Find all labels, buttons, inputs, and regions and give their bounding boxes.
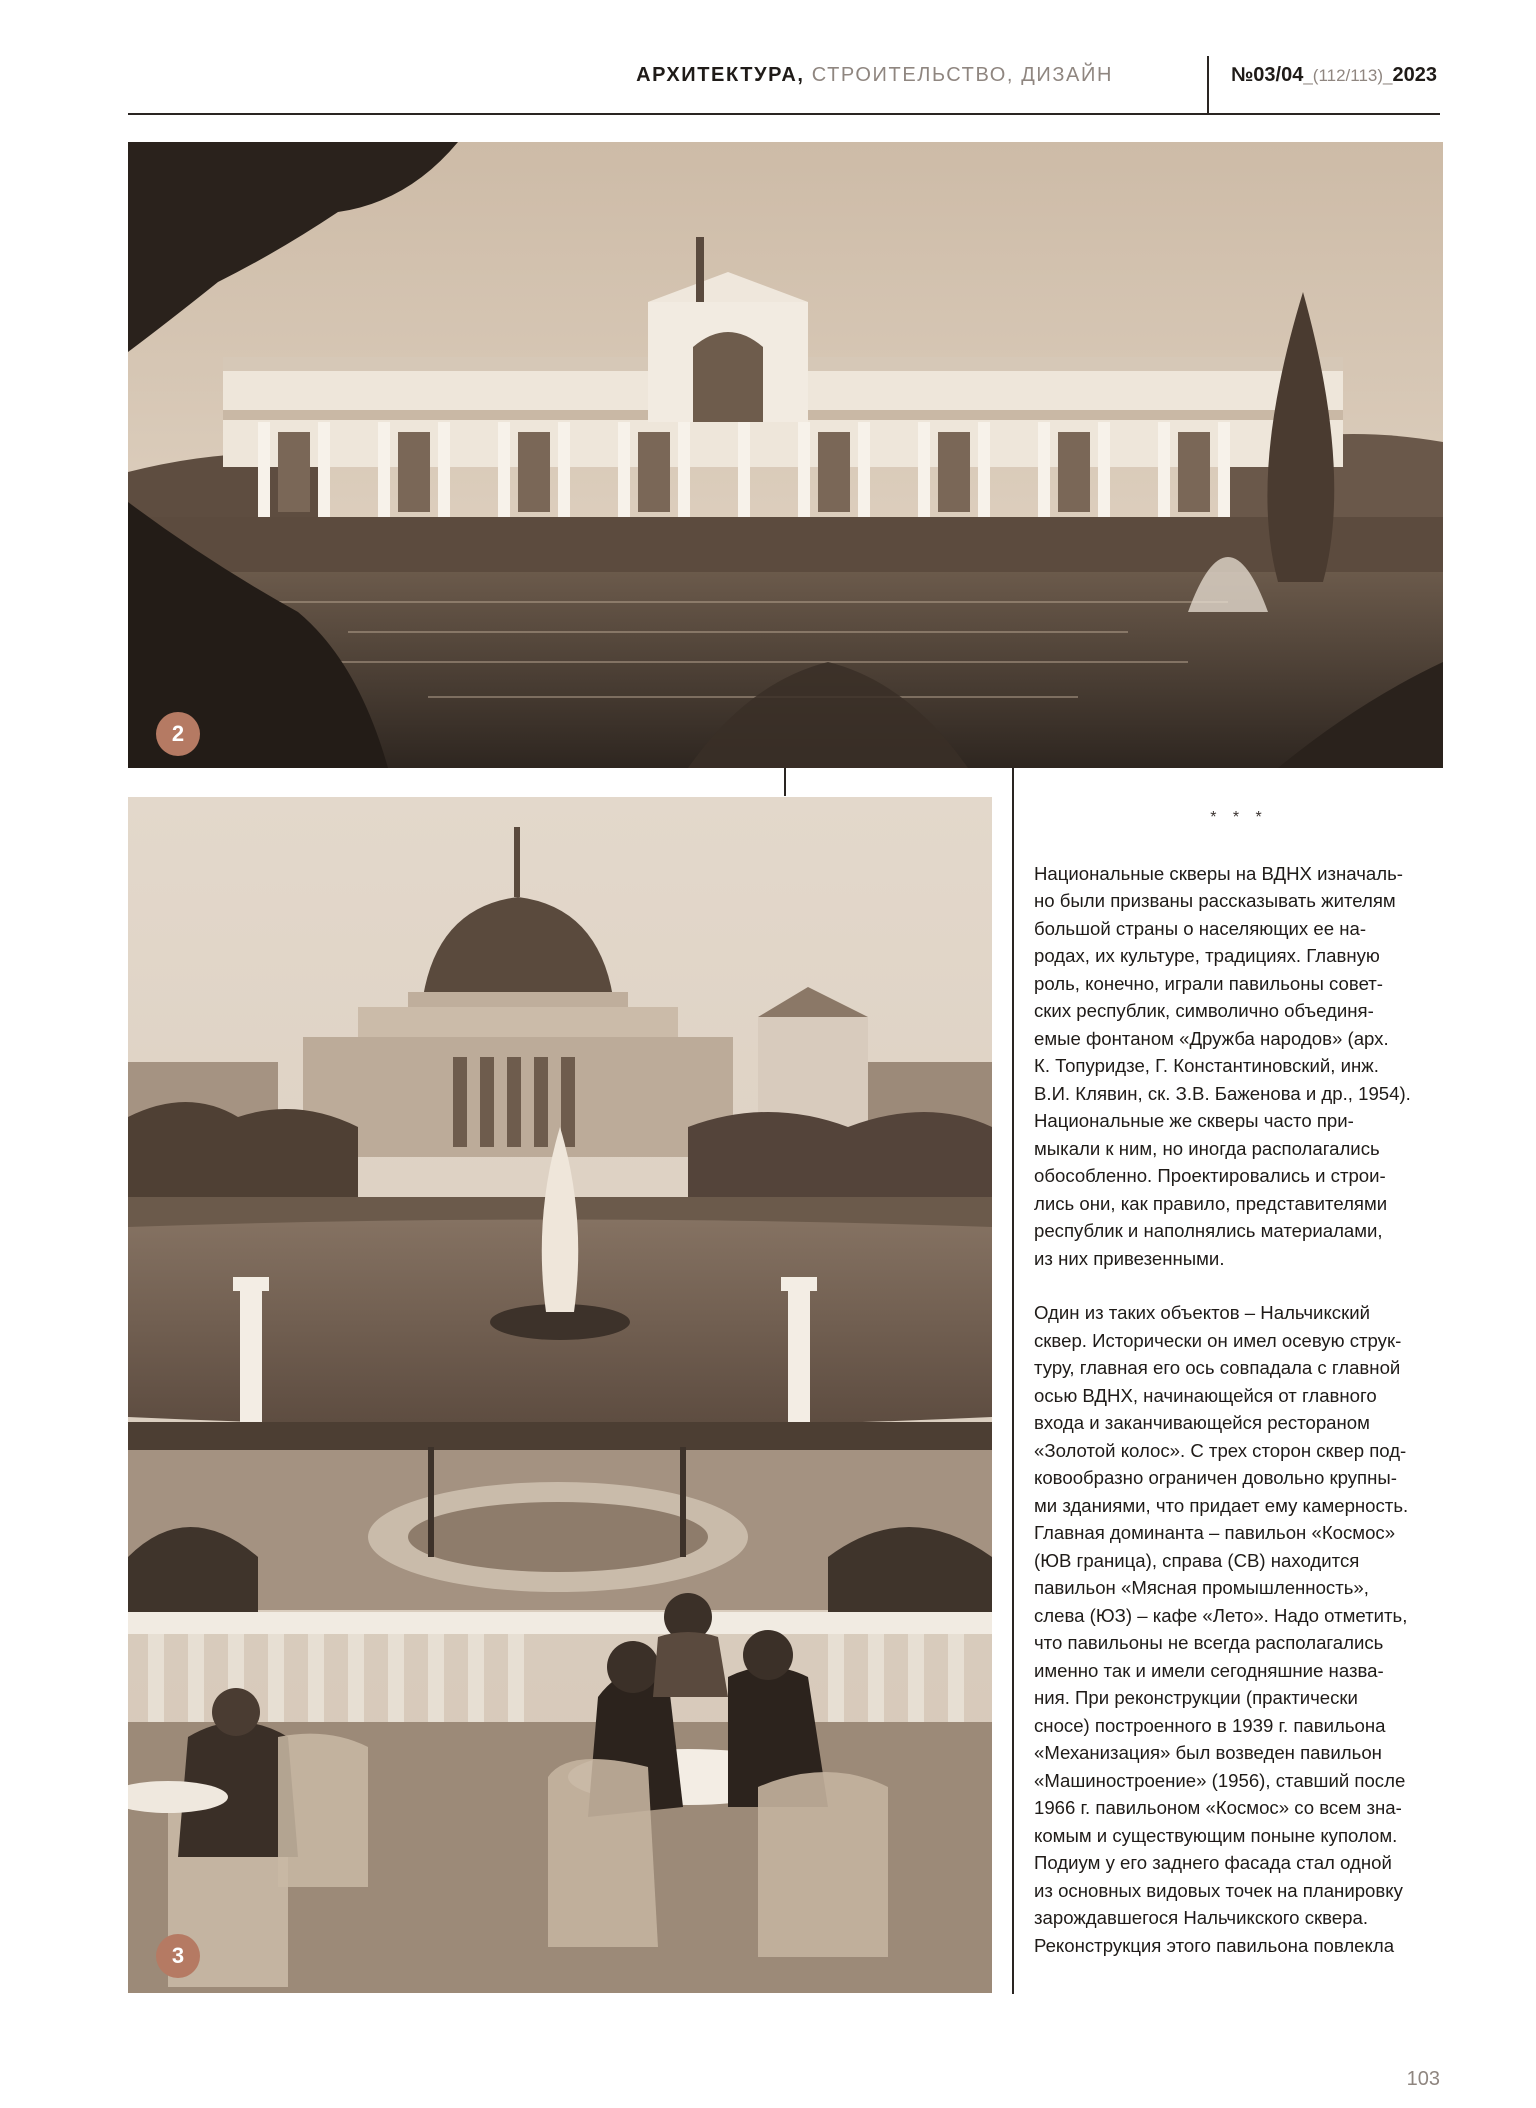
photo-dome-terrace <box>128 797 992 1993</box>
journal-title-strong: АРХИТЕКТУРА, <box>636 64 805 86</box>
figure-number-badge: 2 <box>156 712 200 756</box>
issue-number <box>1231 64 1437 87</box>
article-text <box>1034 800 1444 1986</box>
figure-number-badge: 3 <box>156 1934 200 1978</box>
issue-light: _(112/113)_ <box>1303 66 1393 85</box>
paragraph: Один из таких объектов – Нальчикский сквер. Исторически он имел осевую струк- туру, главная его ось совпадала с главной осью ВДНХ, начинающейся от главного входа и заканчивающейся рестораном «Золотой колос». С трех сторон сквер под- ковообразно ограничен довольно крупны- ми зданиями, что придает ему камерность. Главная доминанта – павильон «Космос» (ЮВ граница), справа (СВ) находится павильон «Мясная промышленность», слева (ЮЗ) – кафе «Лето». Надо отметить, что павильоны не всегда располагались именно так и имели сегодняшние назва- ния. При реконструкции (практически сносе) построенного в 1939 г. павильона «Механизация» был возведен павильон «Машиностроение» (1956), ставший после 1966 г. павильоном «Космос» со всем зна- комым и существующим поныне куполом. Подиум у его заднего фасада стал одной из основных видовых точек на планировку зарождавшегося Нальчикского сквера. Реконструкция этого павильона повлекла <box>1034 1302 1409 1956</box>
issue-main: №03/04 <box>1231 64 1304 86</box>
journal-title <box>636 64 1113 87</box>
paragraph: Национальные скверы на ВДНХ изначаль- но были призваны рассказывать жителям большой страны о населяющих ее на- родах, их культуре, традициях. Главную роль, конечно, играли павильоны совет- ских республик, символично объединя- емые фонтаном «Дружба народов» (арх. К. Топуридзе, Г. Константиновский, инж. В.И. Клявин, ск. З.В. Баженова и др., 1954). Национальные же скверы часто при- мыкали к ним, но иногда располагались обособленно. Проектировались и строи- лись они, как правило, представителями республик и наполнялись материалами, из них привезенными. <box>1034 862 1411 1269</box>
header-divider <box>1207 56 1209 113</box>
issue-year: 2023 <box>1392 64 1438 86</box>
page-number: 103 <box>1406 2068 1440 2090</box>
column-divider <box>1012 768 1014 1994</box>
connector-line <box>784 768 786 796</box>
page-header <box>128 56 1440 116</box>
journal-title-light: СТРОИТЕЛЬСТВО, ДИЗАЙН <box>804 64 1113 86</box>
photo-pavilion-pond <box>128 142 1443 768</box>
header-rule <box>128 113 1440 115</box>
section-separator: * * * <box>1210 809 1268 826</box>
